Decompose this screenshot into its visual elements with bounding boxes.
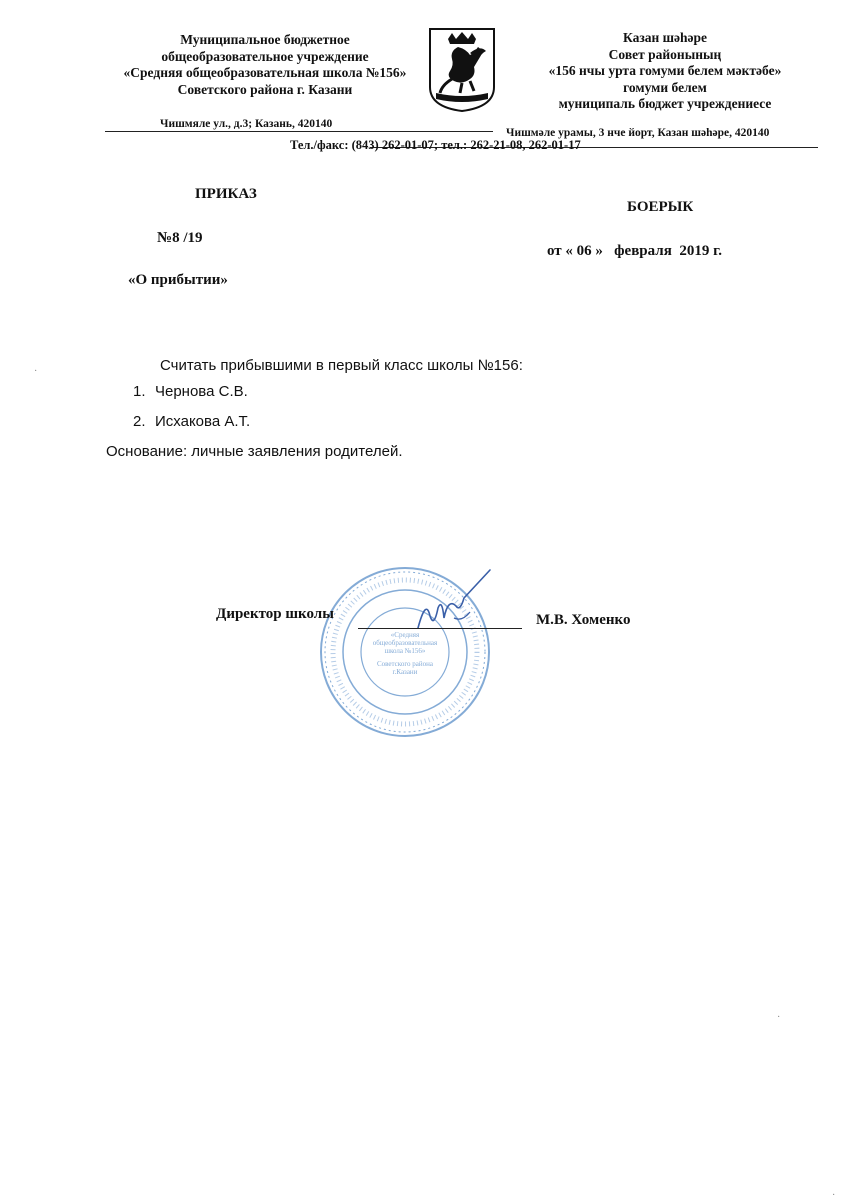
svg-text:г.Казани: г.Казани [392, 668, 418, 676]
date-month: февраля [614, 243, 672, 259]
header-right-line: Совет районының [608, 46, 722, 62]
address-right: Чишмәле урамы, 3 нче йорт, Казан шәһәре, 420140 [506, 127, 770, 139]
svg-text:школа №156»: школа №156» [384, 647, 426, 655]
header-left-line: Советского района г. Казани [177, 81, 353, 97]
order-title-ru: ПРИКАЗ [195, 186, 257, 202]
date-close: » [595, 243, 603, 259]
list-item [133, 413, 250, 443]
header-left-line: «Средняя общеобразовательная школа №156» [123, 65, 407, 80]
list-item-name: Чернова С.В. [155, 383, 248, 400]
date-year: 2019 г. [679, 243, 722, 259]
list-item-name: Исхакова А.Т. [155, 413, 251, 430]
divider-left [105, 131, 493, 132]
address-left: Чишмяле ул., д.3; Казань, 420140 [160, 118, 333, 130]
header-right-line: Казан шәһәре [622, 30, 708, 45]
order-subject: «О прибытии» [128, 272, 228, 288]
header-left-org-name [100, 32, 430, 98]
svg-text:Советского района: Советского района [377, 660, 433, 668]
scan-speck: · [832, 1190, 836, 1201]
date-day: 06 [576, 243, 592, 259]
scan-speck: · [777, 1012, 781, 1023]
list-item-number: 2. [133, 413, 146, 430]
svg-text:«Средняя: «Средняя [390, 631, 420, 639]
date-prefix: от « [547, 243, 573, 259]
signature-line [358, 628, 522, 629]
order-intro: Считать прибывшими в первый класс школы №156: [160, 357, 523, 374]
scan-speck: · [34, 366, 38, 377]
header-right-line: гомуми белем [623, 79, 707, 95]
header-left-line: общеобразовательное учреждение [161, 48, 369, 64]
list-item [133, 383, 250, 413]
list-item-number: 1. [133, 383, 146, 400]
student-list [133, 383, 250, 443]
svg-text:общеобразовательная: общеобразовательная [372, 639, 438, 647]
director-position: Директор школы [216, 606, 334, 622]
order-date [547, 243, 722, 260]
header-right-org-name [520, 30, 810, 113]
director-name: М.В. Хоменко [536, 612, 631, 628]
header-left-line: Муниципальное бюджетное [180, 32, 350, 47]
order-basis: Основание: личные заявления родителей. [106, 443, 403, 460]
phones: Тел./факс: (843) 262-01-07; тел.: 262-21-08, 262-01-17 [290, 138, 581, 152]
order-number: №8 /19 [157, 230, 203, 246]
header-right-line: муниципаль бюджет учреждениесе [558, 96, 772, 111]
kazan-emblem-icon [428, 27, 496, 113]
order-title-tt: БОЕРЫК [627, 199, 694, 215]
header-right-line: «156 нчы урта гомуми белем мәктәбе» [548, 63, 782, 78]
